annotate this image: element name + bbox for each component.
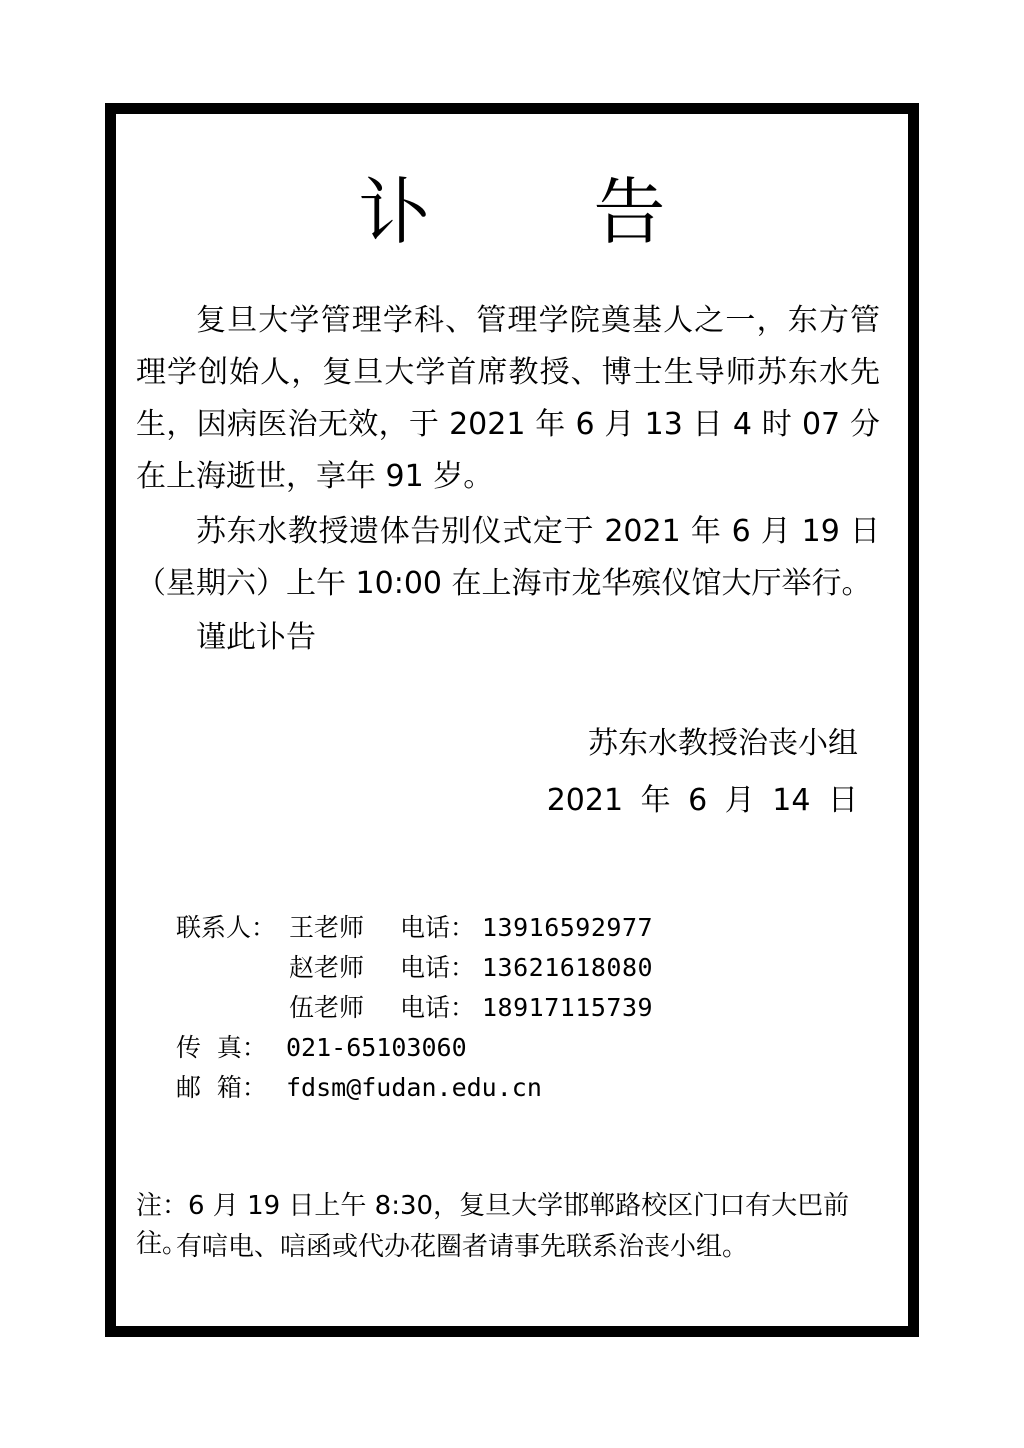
phone-number: 18917115739 [482, 993, 654, 1022]
contact-name: 赵老师 [289, 953, 365, 982]
note-line-1: 注：6 月 19 日上午 8:30，复旦大学邯郸路校区门口有大巴前往。 [136, 1191, 850, 1259]
phone-label: 电话： [400, 993, 476, 1022]
closing-phrase: 谨此讣告 [196, 620, 316, 655]
signature-organization: 苏东水教授治丧小组 [588, 726, 858, 761]
contact-name: 伍老师 [289, 993, 365, 1022]
note-line-2: 有唁电、唁函或代办花圈者请事先联系治丧小组。 [176, 1232, 749, 1262]
phone-number: 13916592977 [482, 913, 654, 942]
fax-label: 传 真： [176, 1033, 267, 1062]
phone-label: 电话： [400, 953, 476, 982]
contact-name: 王老师 [289, 913, 365, 942]
fax-number: 021-65103060 [286, 1033, 467, 1062]
phone-label: 电话： [400, 913, 476, 942]
email-label: 邮 箱： [176, 1073, 267, 1102]
obituary-paragraph: 复旦大学管理学科、管理学院奠基人之一，东方管理学创始人，复旦大学首席教授、博士生导师苏东水先生，因病医治无效，于 2021 年 6 月 13 日 4 时 07 分在上海逝世，享年 91 岁。 [136, 303, 880, 494]
phone-number: 13621618080 [482, 953, 654, 982]
notice-title: 讣 告 [358, 170, 736, 254]
signature-date: 2021 年 6 月 14 日 [546, 783, 858, 818]
contact-label: 联系人： [176, 913, 277, 942]
email-address: fdsm@fudan.edu.cn [286, 1073, 542, 1102]
farewell-ceremony-paragraph: 苏东水教授遗体告别仪式定于 2021 年 6 月 19 日（星期六）上午 10:00 在上海市龙华殡仪馆大厅举行。 [136, 514, 880, 601]
